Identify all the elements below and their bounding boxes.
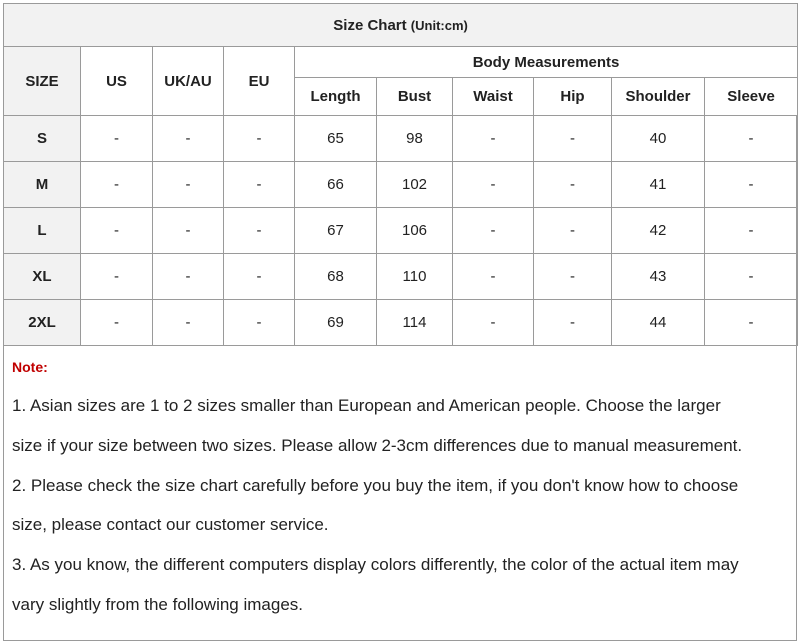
cell-waist: - xyxy=(453,208,534,254)
note-line: size if your size between two sizes. Please allow 2-3cm differences due to manual measurement. xyxy=(12,436,743,455)
cell-shoulder: 41 xyxy=(612,162,705,208)
cell-sleeve: - xyxy=(705,116,798,162)
header-sleeve: Sleeve xyxy=(705,78,798,116)
cell-bust: 110 xyxy=(377,254,453,300)
note-line: size, please contact our customer service. xyxy=(12,515,329,534)
cell-bust: 114 xyxy=(377,300,453,346)
chart-title xyxy=(4,4,798,47)
cell-us: - xyxy=(81,300,153,346)
cell-us: - xyxy=(81,254,153,300)
cell-eu: - xyxy=(224,116,295,162)
cell-hip: - xyxy=(534,116,612,162)
table-row xyxy=(4,208,798,254)
header-shoulder: Shoulder xyxy=(612,78,705,116)
table-row xyxy=(4,162,798,208)
cell-bust: 102 xyxy=(377,162,453,208)
cell-size: S xyxy=(4,116,81,162)
cell-size: L xyxy=(4,208,81,254)
cell-sleeve: - xyxy=(705,208,798,254)
cell-bust: 98 xyxy=(377,116,453,162)
cell-ukau: - xyxy=(153,300,224,346)
cell-size: XL xyxy=(4,254,81,300)
chart-unit: (Unit:cm) xyxy=(410,17,468,33)
cell-eu: - xyxy=(224,208,295,254)
table-row xyxy=(4,254,798,300)
cell-sleeve: - xyxy=(705,300,798,346)
cell-eu: - xyxy=(224,162,295,208)
cell-size: 2XL xyxy=(4,300,81,346)
table-row xyxy=(4,300,798,346)
cell-us: - xyxy=(81,116,153,162)
cell-ukau: - xyxy=(153,116,224,162)
cell-ukau: - xyxy=(153,162,224,208)
cell-length: 68 xyxy=(295,254,377,300)
note-line: 3. As you know, the different computers display colors differently, the color of the actual item may xyxy=(12,555,739,574)
cell-hip: - xyxy=(534,208,612,254)
cell-shoulder: 40 xyxy=(612,116,705,162)
size-chart-table xyxy=(3,3,798,346)
note-line: 2. Please check the size chart carefully before you buy the item, if you don't know how to choose xyxy=(12,476,739,495)
note-line: 1. Asian sizes are 1 to 2 sizes smaller than European and American people. Choose the larger xyxy=(12,396,721,415)
note-label: Note: xyxy=(12,359,48,375)
header-ukau: UK/AU xyxy=(153,47,224,116)
cell-hip: - xyxy=(534,300,612,346)
cell-eu: - xyxy=(224,300,295,346)
cell-ukau: - xyxy=(153,208,224,254)
note-line: vary slightly from the following images. xyxy=(12,595,304,614)
header-us: US xyxy=(81,47,153,116)
cell-length: 65 xyxy=(295,116,377,162)
note-section xyxy=(4,345,796,640)
cell-shoulder: 44 xyxy=(612,300,705,346)
cell-shoulder: 42 xyxy=(612,208,705,254)
cell-ukau: - xyxy=(153,254,224,300)
cell-length: 66 xyxy=(295,162,377,208)
header-length: Length xyxy=(295,78,377,116)
cell-waist: - xyxy=(453,300,534,346)
header-waist: Waist xyxy=(453,78,534,116)
cell-eu: - xyxy=(224,254,295,300)
cell-waist: - xyxy=(453,254,534,300)
table-row xyxy=(4,116,798,162)
cell-bust: 106 xyxy=(377,208,453,254)
cell-hip: - xyxy=(534,254,612,300)
header-bust: Bust xyxy=(377,78,453,116)
cell-size: M xyxy=(4,162,81,208)
cell-us: - xyxy=(81,208,153,254)
cell-us: - xyxy=(81,162,153,208)
cell-sleeve: - xyxy=(705,254,798,300)
cell-shoulder: 43 xyxy=(612,254,705,300)
chart-title-text: Size Chart xyxy=(333,16,407,34)
cell-hip: - xyxy=(534,162,612,208)
cell-waist: - xyxy=(453,162,534,208)
header-hip: Hip xyxy=(534,78,612,116)
cell-length: 67 xyxy=(295,208,377,254)
header-body-measurements: Body Measurements xyxy=(295,47,798,78)
header-size: SIZE xyxy=(4,47,81,116)
cell-sleeve: - xyxy=(705,162,798,208)
header-eu: EU xyxy=(224,47,295,116)
cell-length: 69 xyxy=(295,300,377,346)
cell-waist: - xyxy=(453,116,534,162)
